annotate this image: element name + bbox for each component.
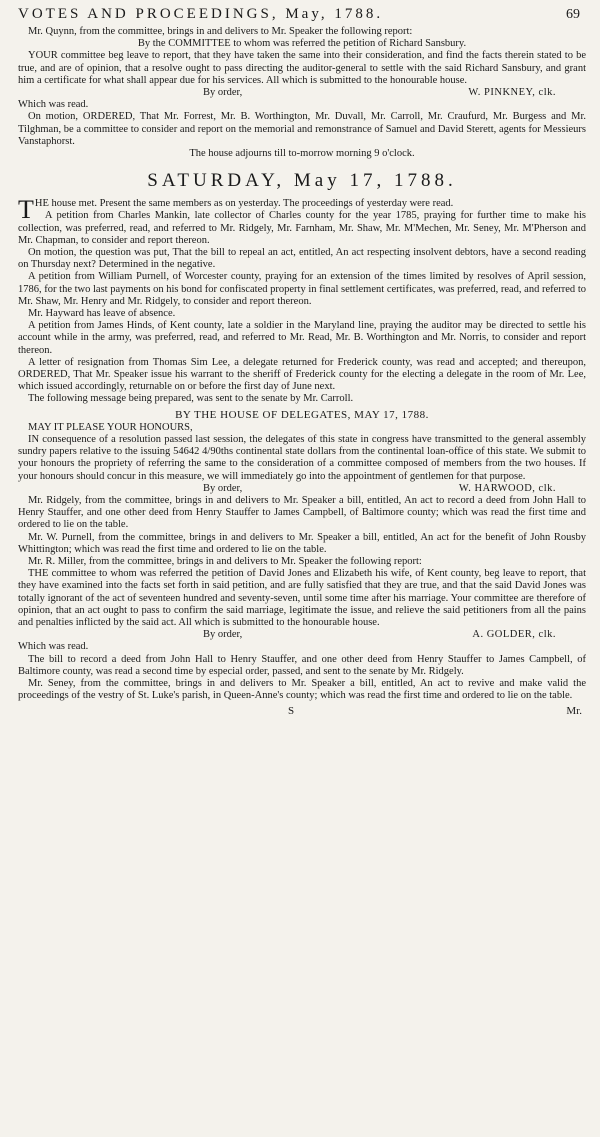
paragraph: A petition from William Purnell, of Worcester county, praying for an extension of the times limited by resolves of April session, 1786, for the two last payments on his bond for confiscated property in final settlement certificates, was preferred, read, and referred to Mr. Shaw, Mr. Henry and Mr. Ridgely, to consider and report thereon. bbox=[18, 271, 586, 307]
page-number: 69 bbox=[566, 7, 580, 22]
paragraph: Mr. R. Miller, from the committee, brings in and delivers to Mr. Speaker the following report: bbox=[28, 555, 422, 567]
signature-line bbox=[18, 629, 586, 641]
by-order-label: By order, bbox=[203, 629, 243, 641]
signature-line bbox=[18, 87, 586, 99]
page-footer bbox=[18, 704, 586, 718]
committee-heading: By the COMMITTEE to whom was referred the petition of Richard Sansbury. bbox=[137, 38, 467, 50]
opening-paragraph bbox=[18, 195, 586, 225]
paragraph: A petition from Charles Mankin, late collector of Charles county for the year 1785, praying for further time to make his collection, was preferred, read, and referred to Mr. Ridgely, Mr. Farnham, Mr. Shaw, Mr. M'Mechen, Mr. Seney, Mr. M'Pherson and Mr. Chapman, to consider and report thereon. bbox=[18, 210, 586, 246]
by-order-label: By order, bbox=[203, 482, 243, 494]
paragraph: YOUR committee beg leave to report, that they have taken the same into their consideration, and find the facts therein stated to be true, and are of opinion, that a resolve ought to pass directing the auditor-general to settle with the said Richard Sansbury, and grant him a certificate for what shall appear due for his services. All which is submitted to the honourable house. bbox=[18, 50, 586, 86]
paragraph: The following message being prepared, was sent to the senate by Mr. Carroll. bbox=[28, 393, 354, 405]
paragraph: Mr. Ridgely, from the committee, brings in and delivers to Mr. Speaker a bill, entitled, An act to record a deed from John Hall to Henry Stauffer, and one other deed from Henry Stauffer to James Campbell, of Baltimore county; which was read the first time and ordered to lie on the table. bbox=[18, 494, 586, 531]
day-heading: SATURDAY, May 17, 1788. bbox=[147, 170, 457, 192]
paragraph: Mr. W. Purnell, from the committee, brings in and delivers to Mr. Speaker a bill, entitled, An act for the benefit of John Rousby Whittington; which was read the first time and ordered to lie on the table. bbox=[18, 531, 586, 555]
paragraph: On motion, ORDERED, That Mr. Forrest, Mr. B. Worthington, Mr. Duvall, Mr. Carroll, Mr. Craufurd, Mr. Burgess and Mr. Tilghman, be a committee to consider and report on the memorial and remonstrance of Samuel and David Sterett, agents for Messieurs Vanstaphorst. bbox=[18, 111, 586, 147]
paragraph: The bill to record a deed from John Hall to Henry Stauffer, and one other deed from Henry Stauffer to James Campbell, of Baltimore county, was read a second time by especial order, passed, and sent to the senate by Mr. Ridgely. bbox=[18, 653, 586, 677]
clerk-name: W. HARWOOD, clk. bbox=[458, 482, 556, 494]
paragraph: Which was read. bbox=[18, 641, 89, 653]
catchword: Mr. bbox=[566, 705, 582, 718]
running-title: VOTES AND PROCEEDINGS, May, 1788. bbox=[18, 6, 384, 22]
paragraph: A petition from James Hinds, of Kent county, late a soldier in the Maryland line, praying the auditor may be directed to settle his account while in the army, was preferred, read, and referred to Mr. Read, Mr. B. Worthington and Mr. Norris, to consider and report thereon. bbox=[18, 320, 586, 356]
drop-cap: T bbox=[18, 195, 34, 225]
paragraph: A letter of resignation from Thomas Sim Lee, a delegate returned for Frederick county, was read and accepted; and thereupon, ORDERED, That Mr. Speaker issue his warrant to the sheriff of Frederick county for the electing a delegate in the room of Mr. Lee, which issued accordingly, returnable on or before the first day of June next. bbox=[18, 356, 586, 393]
paragraph: IN consequence of a resolution passed last session, the delegates of this state in congress have transmitted to the general assembly sundry papers relative to the issuing 54642 4/90ths continental state dollars from the continental loan-office of this state. We submit to your honours the propriety of referring the same to the consideration of a committee composed of members from the two houses. If your honours should concur in this measure, we will immediately go into the appointment of gentlemen for that purpose. bbox=[18, 433, 586, 482]
by-order-label: By order, bbox=[203, 87, 243, 99]
paragraph: Mr. Quynn, from the committee, brings in and delivers to Mr. Speaker the following report: bbox=[28, 26, 413, 37]
paragraph: Which was read. bbox=[18, 99, 89, 111]
paragraph: THE committee to whom was referred the petition of David Jones and Elizabeth his wife, of Kent county, beg leave to report, that they have examined into the facts set forth in said petition, and are fully satisfied that they are true, and that the said David Jones was totally ignorant of the act of seventeen hundred and seventy-seven, until some time after his marriage. Your committee are therefore of opinion, that an act ought to pass to confirm the said marriage, legitimate the issue, and relieve the said petitioners from all the pains and penalties inflicted by the said act. All which is submitted to the honourable house. bbox=[18, 568, 586, 628]
signature-mark: S bbox=[288, 705, 295, 718]
clerk-name: W. PINKNEY, clk. bbox=[468, 87, 556, 99]
salutation: MAY IT PLEASE YOUR HONOURS, bbox=[28, 421, 193, 433]
opening-text: HE house met. Present the same members as on yesterday. The proceedings of yesterday were read. bbox=[34, 198, 454, 210]
running-header bbox=[18, 6, 586, 23]
adjournment-line: The house adjourns till to-morrow morning 9 o'clock. bbox=[189, 148, 415, 160]
paragraph: Mr. Hayward has leave of absence. bbox=[28, 308, 176, 320]
message-heading: BY THE HOUSE OF DELEGATES, MAY 17, 1788. bbox=[175, 408, 429, 421]
paragraph: On motion, the question was put, That the bill to repeal an act, entitled, An act respecting insolvent debtors, have a second reading on Thursday next? Determined in the negative. bbox=[18, 247, 586, 271]
signature-line bbox=[18, 483, 586, 495]
paragraph: Mr. Seney, from the committee, brings in and delivers to Mr. Speaker a bill, entitled, An act to revive and make valid the proceedings of the vestry of St. Luke's parish, in Queen-Anne's county; which was read the first time and ordered to lie on the table. bbox=[18, 677, 586, 702]
clerk-name: A. GOLDER, clk. bbox=[472, 629, 556, 641]
